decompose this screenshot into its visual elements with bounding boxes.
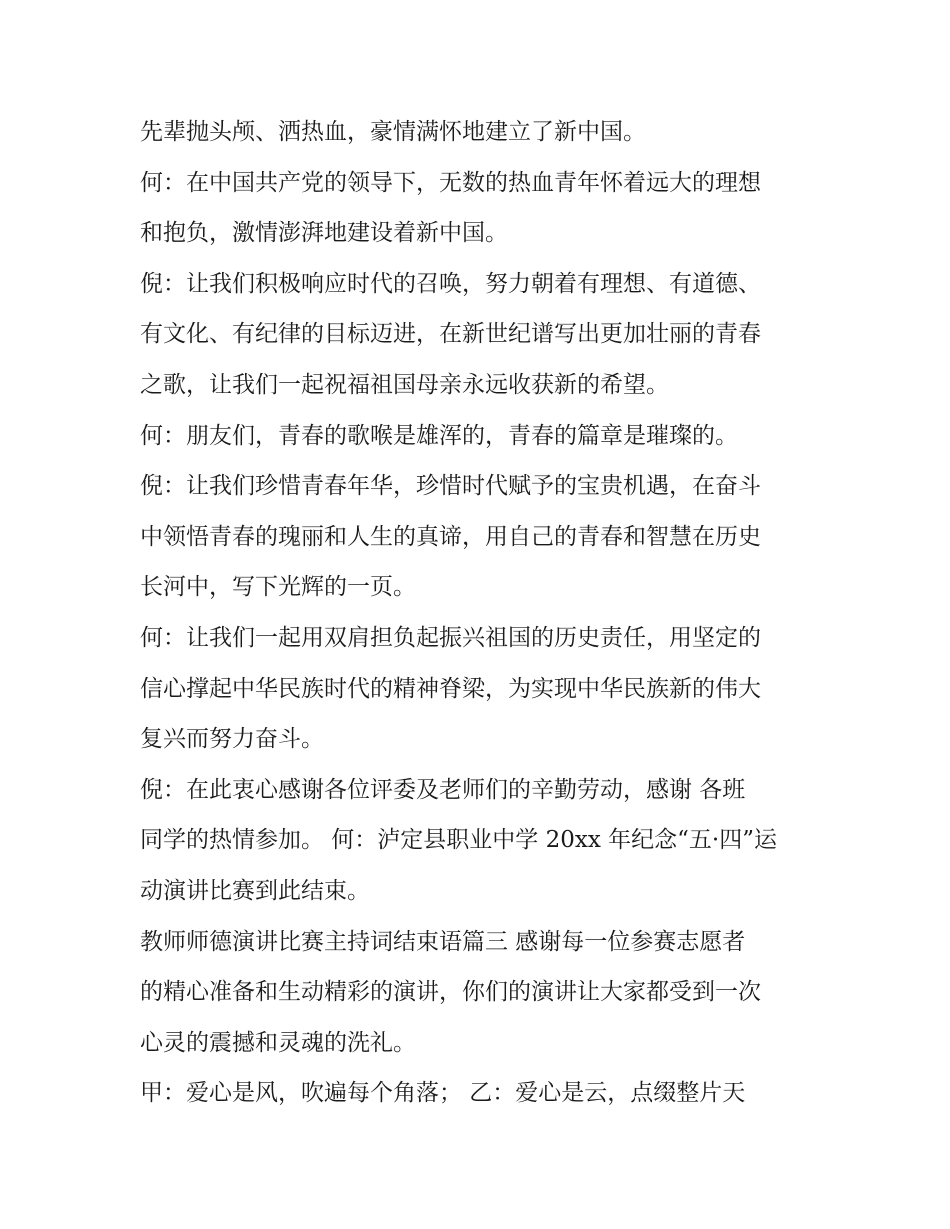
- text-line: 心灵的震撼和灵魂的洗礼。: [140, 1029, 416, 1056]
- text-line: 何：朋友们，青春的歌喉是雄浑的，青春的篇章是璀璨的。: [140, 422, 738, 449]
- text-line: 和抱负，激情澎湃地建设着新中国。: [140, 220, 508, 247]
- text-line: 何：在中国共产党的领导下，无数的热血青年怀着远大的理想: [140, 169, 761, 196]
- text-line: 信心撑起中华民族时代的精神脊梁，为实现中华民族新的伟大: [140, 675, 761, 702]
- text-line: 长河中，写下光辉的一页。: [140, 574, 416, 601]
- text-line: 之歌，让我们一起祝福祖国母亲永远收获新的希望。: [140, 371, 669, 398]
- text-line: 复兴而努力奋斗。: [140, 726, 324, 753]
- text-line: 的精心准备和生动精彩的演讲，你们的演讲让大家都受到一次: [140, 979, 761, 1006]
- text-line: 先辈抛头颅、洒热血，豪情满怀地建立了新中国。: [140, 119, 646, 145]
- text-line: 动演讲比赛到此结束。: [140, 877, 370, 904]
- text-line: 何：让我们一起用双肩担负起振兴祖国的历史责任，用坚定的: [140, 624, 761, 651]
- text-line: 有文化、有纪律的目标迈进，在新世纪谱写出更加壮丽的青春: [140, 321, 761, 348]
- text-line: 教师师德演讲比赛主持词结束语篇三 感谢每一位参赛志愿者: [140, 928, 746, 955]
- text-line: 倪：在此衷心感谢各位评委及老师们的辛勤劳动，感谢 各班: [140, 776, 746, 803]
- document-body: [140, 107, 820, 1119]
- text-line: 倪：让我们积极响应时代的召唤，努力朝着有理想、有道德、: [140, 270, 761, 297]
- text-line: 甲：爱心是风，吹遍每个角落； 乙：爱心是云，点缀整片天: [140, 1080, 746, 1107]
- text-line: 同学的热情参加。 何：泸定县职业中学 20xx 年纪念“五·四”运: [140, 827, 777, 854]
- text-line: 倪：让我们珍惜青春年华，珍惜时代赋予的宝贵机遇，在奋斗: [140, 473, 761, 500]
- text-line: 中领悟青春的瑰丽和人生的真谛，用自己的青春和智慧在历史: [140, 523, 761, 550]
